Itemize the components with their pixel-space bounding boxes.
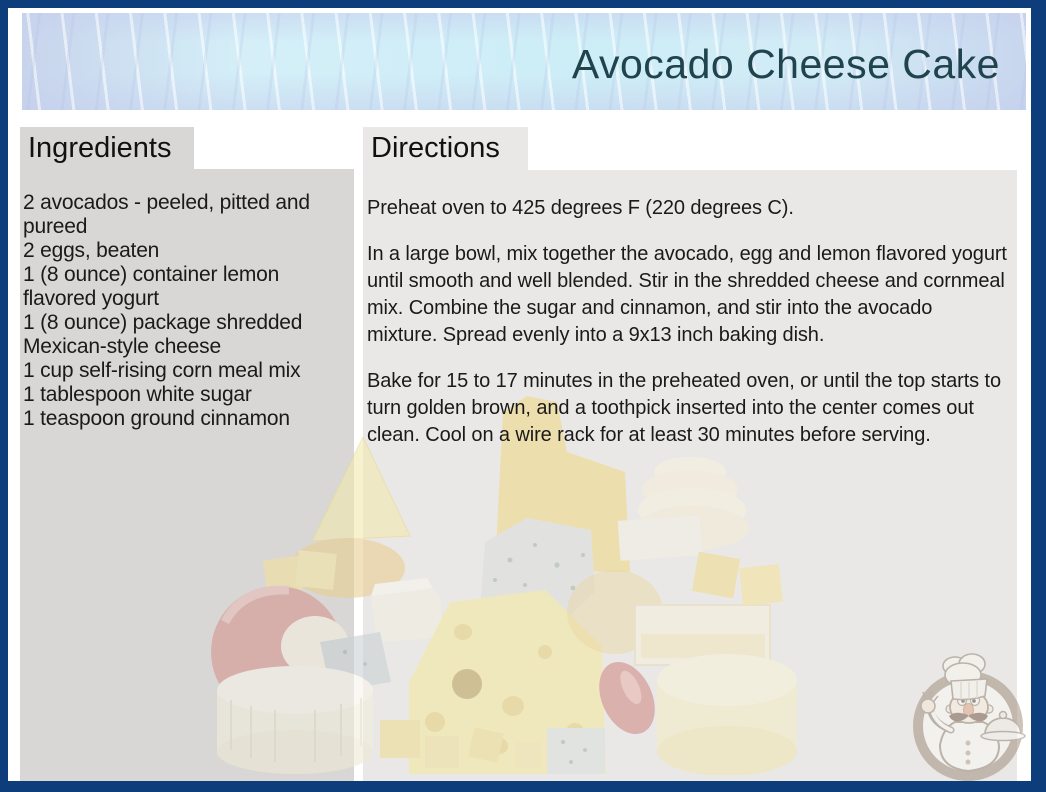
chef-logo-icon	[905, 650, 1030, 782]
frame-border-left	[0, 0, 8, 792]
frame-border-top	[0, 0, 1046, 8]
direction-step: Preheat oven to 425 degrees F (220 degrees C).	[367, 197, 794, 219]
direction-step: In a large bowl, mix together the avocado, egg and lemon flavored yogurt until smooth and well blended. Stir in the shredded cheese and cornmeal mix. Combine the sugar and cinnamon, and stir into the avocado mixture. Spread evenly into a 9x13 inch baking dish.	[367, 243, 1007, 346]
page-title: Avocado Cheese Cake	[571, 41, 1000, 87]
ingredient-item: 1 teaspoon ground cinnamon	[23, 407, 290, 430]
ingredient-item: 1 (8 ounce) container lemon flavored yogurt	[23, 263, 280, 310]
direction-step: Bake for 15 to 17 minutes in the preheated oven, or until the top starts to turn golden brown, and a toothpick inserted into the center comes out clean. Cool on a wire rack for at least 30 minutes before serving.	[367, 370, 1002, 446]
directions-text	[367, 195, 1007, 468]
ingredient-item: 2 avocados - peeled, pitted and pureed	[23, 191, 310, 238]
ingredient-item: 1 tablespoon white sugar	[23, 383, 252, 406]
ingredients-heading: Ingredients	[28, 132, 172, 164]
ingredient-item: 1 cup self-rising corn meal mix	[23, 359, 301, 382]
ingredient-item: 1 (8 ounce) package shredded Mexican-style cheese	[23, 311, 303, 358]
ingredients-list	[23, 191, 344, 431]
ingredient-item: 2 eggs, beaten	[23, 239, 160, 262]
frame-border-right	[1031, 0, 1046, 792]
header-banner	[22, 13, 1026, 110]
directions-heading: Directions	[371, 132, 500, 164]
frame-border-bottom	[0, 781, 1046, 792]
